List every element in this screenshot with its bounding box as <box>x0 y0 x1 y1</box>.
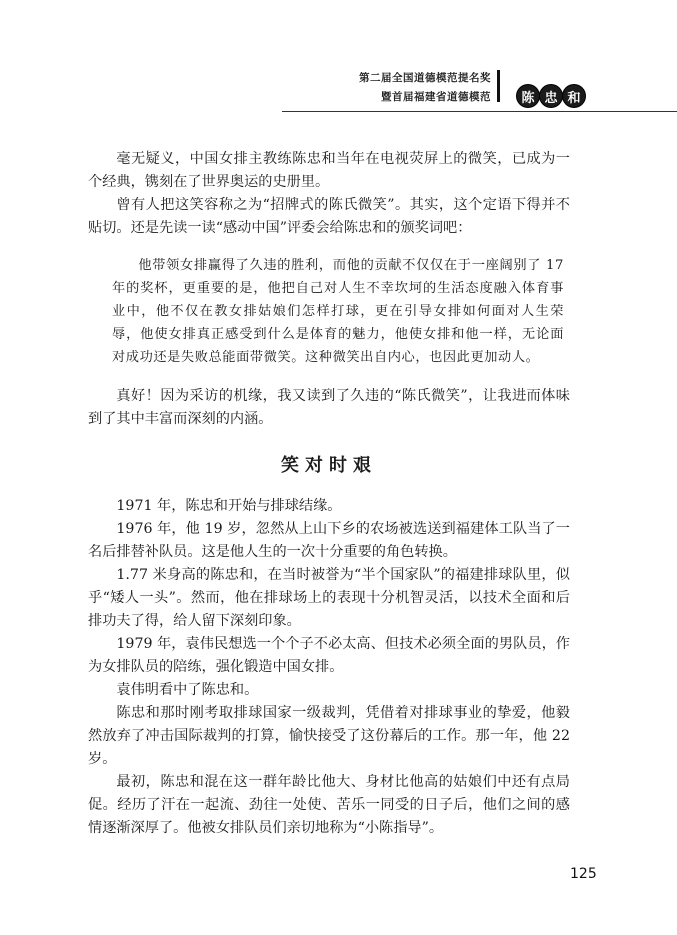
paragraph-intro-2: 曾有人把这笑容称之为“招牌式的陈氏微笑”。其实，这个定语下得并不贴切。还是先读一读“感动中国”评委会给陈忠和的颁奖词吧： <box>88 197 570 236</box>
award-citation-quote: 他带领女排赢得了久违的胜利，而他的贡献不仅仅在于一座阔别了 17 年的奖杯，更重要的是，他把自己对人生不幸坎坷的生活态度融入体育事业中，他不仅在教女排姑娘们怎样打球，更在引导女排如何面对人生荣辱，他使女排真正感受到什么是体育的魅力，他使女排和他一样，无论面对成功还是失败总能面带微笑。这种微笑出自内心，也因此更加动人。 <box>112 258 564 365</box>
header-rule <box>282 111 677 112</box>
page-body <box>88 148 570 840</box>
paragraph-intro-1: 毫无疑义，中国女排主教练陈忠和当年在电视荧屏上的微笑，已成为一个经典，镌刻在了世界奥运的史册里。 <box>88 151 570 190</box>
header-divider-bar <box>497 70 500 102</box>
header-award-subtitle: 暨首届福建省道德模范 <box>381 91 491 103</box>
running-header <box>0 0 677 120</box>
paragraph-1971: 1971 年，陈忠和开始与排球结缘。 <box>116 498 342 514</box>
paragraph-1976: 1976 年，他 19 岁，忽然从上山下乡的农场被选送到福建体工队当了一名后排替补队员。这是他人生的一次十分重要的角色转换。 <box>88 521 570 560</box>
paragraph-1979: 1979 年，袁伟民想选一个个子不必太高、但技术必须全面的男队员，作为女排队员的陪练，强化锻造中国女排。 <box>88 636 570 675</box>
paragraph-little-chen: 最初，陈忠和混在这一群年龄比他大、身材比他高的姑娘们中还有点局促。经历了汗在一起流、劲往一处使、苦乐一同受的日子后，他们之间的感情逐渐深厚了。他被女排队员们亲切地称为“小陈指导”。 <box>88 774 570 836</box>
name-badge-3: 和 <box>563 85 585 107</box>
paragraph-selected: 袁伟明看中了陈忠和。 <box>116 682 259 698</box>
name-badge-2: 忠 <box>540 85 562 107</box>
name-badge-1: 陈 <box>517 85 539 107</box>
paragraph-after-quote: 真好！因为采访的机缘，我又读到了久违的“陈氏微笑”，让我进而体味到了其中丰富而深刻的内涵。 <box>88 388 570 427</box>
header-name-badges <box>517 85 585 107</box>
header-award-title: 第二届全国道德模范提名奖 <box>359 72 491 84</box>
section-title: 笑对时艰 <box>281 455 377 476</box>
paragraph-referee: 陈忠和那时刚考取排球国家一级裁判，凭借着对排球事业的挚爱，他毅然放弃了冲击国际裁判的打算，愉快接受了这份幕后的工作。那一年，他 22 岁。 <box>88 705 570 767</box>
paragraph-height: 1.77 米身高的陈忠和，在当时被誉为“半个国家队”的福建排球队里，似乎“矮人一头”。然而，他在排球场上的表现十分机智灵活，以技术全面和后排功夫了得，给人留下深刻印象。 <box>88 567 570 629</box>
page-number: 125 <box>570 866 597 882</box>
